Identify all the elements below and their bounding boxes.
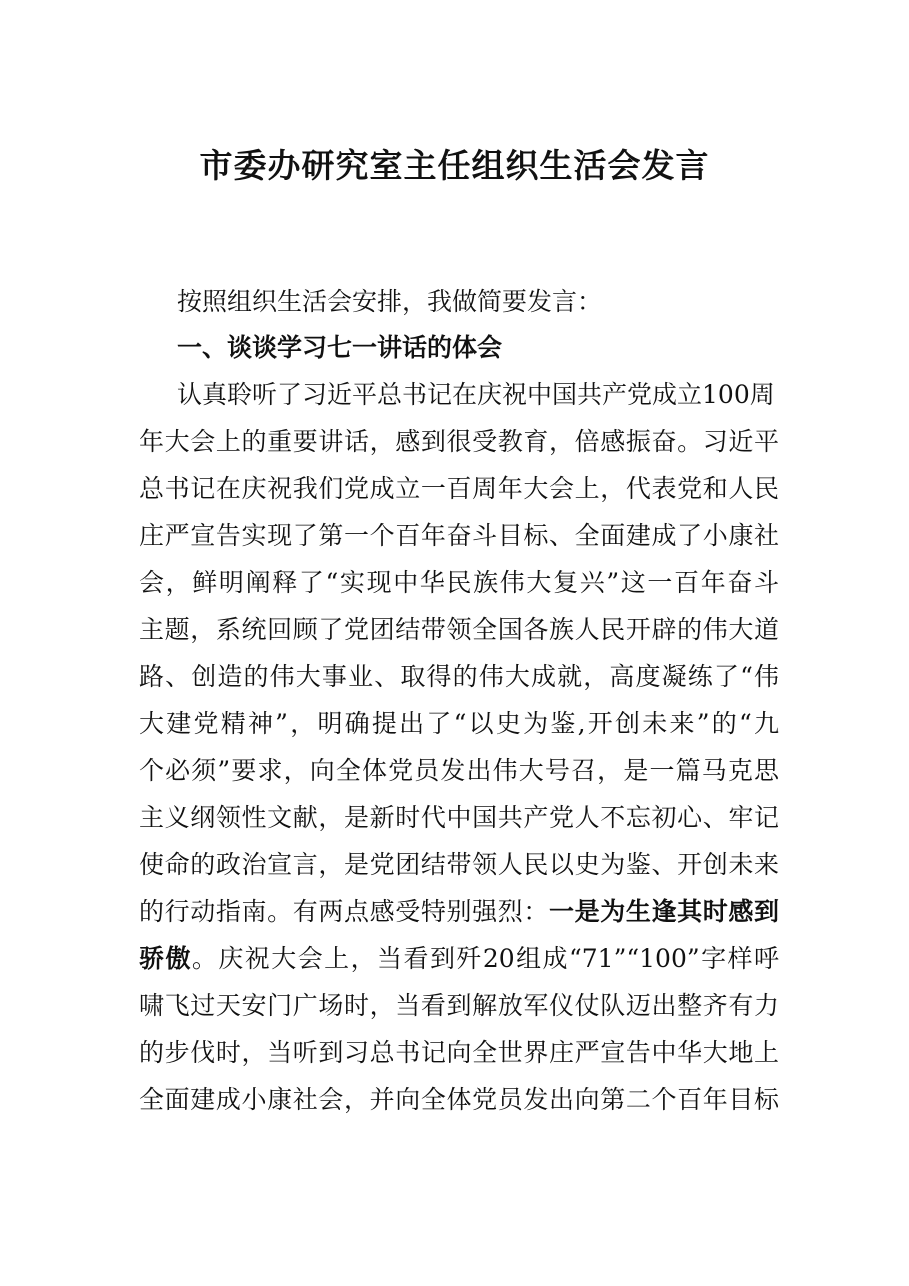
body-line: [139, 942, 779, 976]
body-line: 认真聆听了习近平总书记在庆祝中国共产党成立100周: [177, 380, 775, 409]
body-line: 的步伐时，当听到习总书记向全世界庄严宣告中华大地上: [139, 1038, 779, 1067]
body-line: 会，鲜明阐释了“实现中华民族伟大复兴”这一百年奋斗: [139, 568, 779, 597]
body-line: [139, 895, 779, 929]
body-line: 全面建成小康社会，并向全体党员发出向第二个百年目标: [139, 1085, 779, 1114]
body-line: 路、创造的伟大事业、取得的伟大成就，高度凝练了“伟: [139, 662, 779, 691]
body-line: 啸飞过天安门广场时，当看到解放军仪仗队迈出整齐有力: [139, 991, 779, 1020]
body-text: 。庆祝大会上，当看到歼20组成“71”“100”字样呼: [191, 944, 779, 973]
emphasis-text: 骄傲: [139, 944, 192, 973]
body-line: 大建党精神”，明确提出了“以史为鉴,开创未来”的“九: [139, 709, 779, 738]
body-line: 使命的政治宣言，是党团结带领人民以史为鉴、开创未来: [139, 850, 779, 879]
page-title: 市委办研究室主任组织生活会发言: [199, 146, 710, 185]
body-text: 的行动指南。有两点感受特别强烈：: [139, 897, 549, 926]
intro-paragraph: 按照组织生活会安排，我做简要发言：: [177, 287, 603, 316]
emphasis-text: 一是为生逢其时感到: [548, 897, 779, 926]
body-line: 主义纲领性文献，是新时代中国共产党人不忘初心、牢记: [139, 803, 779, 832]
body-line: 庄严宣告实现了第一个百年奋斗目标、全面建成了小康社: [139, 521, 779, 550]
body-line: 年大会上的重要讲话，感到很受教育，倍感振奋。习近平: [139, 427, 779, 456]
body-line: 总书记在庆祝我们党成立一百周年大会上，代表党和人民: [139, 474, 779, 503]
section-heading: 一、谈谈学习七一讲话的体会: [177, 333, 503, 362]
body-line: 个必须”要求，向全体党员发出伟大号召，是一篇马克思: [139, 756, 779, 785]
body-line: 主题，系统回顾了党团结带领全国各族人民开辟的伟大道: [139, 615, 779, 644]
